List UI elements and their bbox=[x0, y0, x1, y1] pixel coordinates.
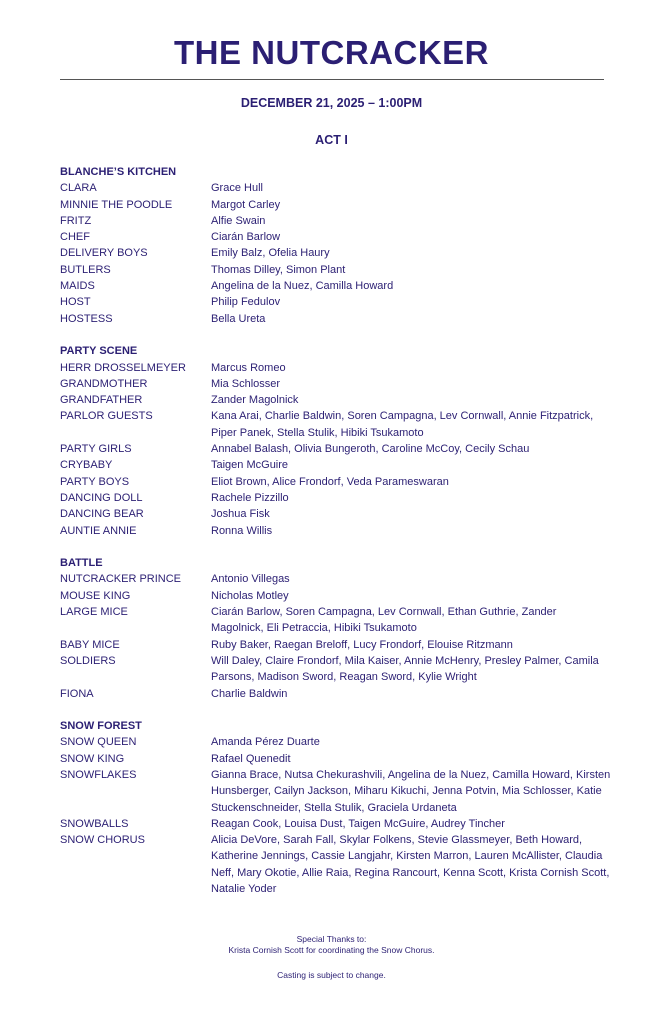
role-name: SNOW KING bbox=[60, 752, 125, 765]
role-name: CLARA bbox=[60, 182, 97, 195]
role-name: SNOW CHORUS bbox=[60, 834, 145, 847]
cast-names: Eliot Brown, Alice Frondorf, Veda Parameswaran bbox=[211, 475, 449, 488]
cast-row bbox=[60, 376, 620, 392]
cast-names: Ruby Baker, Raegan Breloff, Lucy Frondorf, Elouise Ritzmann bbox=[211, 638, 513, 651]
cast-names: Taigen McGuire bbox=[211, 459, 289, 472]
role-name: CHEF bbox=[60, 231, 90, 244]
role-name: HOST bbox=[60, 296, 91, 309]
cast-row bbox=[60, 767, 620, 816]
role-name: AUNTIE ANNIE bbox=[60, 524, 137, 537]
cast-row bbox=[60, 490, 620, 506]
cast-names: Grace Hull bbox=[211, 182, 263, 195]
section-heading: PARTY SCENE bbox=[60, 345, 138, 358]
role-name: PARLOR GUESTS bbox=[60, 410, 153, 423]
cast-names: Ciarán Barlow bbox=[211, 231, 281, 244]
role-name: DELIVERY BOYS bbox=[60, 247, 148, 260]
cast-names: Rafael Quenedit bbox=[211, 752, 291, 765]
cast-row bbox=[60, 294, 620, 310]
cast-names: Angelina de la Nuez, Camilla Howard bbox=[211, 280, 394, 293]
cast-row bbox=[60, 686, 620, 702]
cast-section bbox=[60, 555, 620, 702]
cast-row bbox=[60, 751, 620, 767]
cast-names: Kana Arai, Charlie Baldwin, Soren Campagna, Lev Cornwall, Annie Fitzpatrick, Piper Panek, Stella Stulik, Hibiki Tsukamoto bbox=[211, 410, 594, 439]
role-name: PARTY BOYS bbox=[60, 475, 130, 488]
cast-row bbox=[60, 604, 620, 637]
cast-row bbox=[60, 523, 620, 539]
cast-row bbox=[60, 278, 620, 294]
cast-row bbox=[60, 360, 620, 376]
cast-row bbox=[60, 506, 620, 522]
cast-names: Rachele Pizzillo bbox=[211, 491, 289, 504]
cast-row bbox=[60, 734, 620, 750]
cast-row bbox=[60, 213, 620, 229]
cast-row bbox=[60, 832, 620, 897]
cast-names: Thomas Dilley, Simon Plant bbox=[211, 263, 346, 276]
cast-names: Margot Carley bbox=[211, 198, 281, 211]
role-name: LARGE MICE bbox=[60, 606, 128, 619]
cast-names: Annabel Balash, Olivia Bungeroth, Caroline McCoy, Cecily Schau bbox=[211, 443, 530, 456]
cast-names: Alicia DeVore, Sarah Fall, Skylar Folkens, Stevie Glassmeyer, Beth Howard, Katherine Jennings, Cassie Langjahr, Kirsten Marron, Lauren McAllister, Claudia Neff, Mary Okotie, Allie Raia, Regina Rancourt, Kenna Scott, Krista Cornish Scott, Natalie Yoder bbox=[211, 834, 610, 896]
cast-names: Joshua Fisk bbox=[211, 508, 270, 521]
cast-names: Reagan Cook, Louisa Dust, Taigen McGuire, Audrey Tincher bbox=[211, 817, 505, 830]
casting-disclaimer: Casting is subject to change. bbox=[277, 970, 386, 980]
cast-row bbox=[60, 816, 620, 832]
role-name: SNOW QUEEN bbox=[60, 736, 137, 749]
cast-names: Antonio Villegas bbox=[211, 573, 290, 586]
role-name: MOUSE KING bbox=[60, 589, 131, 602]
special-thanks bbox=[0, 934, 663, 956]
role-name: MINNIE THE POODLE bbox=[60, 198, 173, 211]
cast-names: Mia Schlosser bbox=[211, 377, 281, 390]
cast-row bbox=[60, 408, 620, 441]
section-heading: BATTLE bbox=[60, 557, 103, 570]
cast-names: Ronna Willis bbox=[211, 524, 273, 537]
thanks-heading: Special Thanks to: bbox=[296, 934, 367, 944]
cast-names: Philip Fedulov bbox=[211, 296, 281, 309]
cast-names: Ciarán Barlow, Soren Campagna, Lev Cornwall, Ethan Guthrie, Zander Magolnick, Eli Petraccia, Hibiki Tsukamoto bbox=[211, 606, 557, 635]
cast-section bbox=[60, 718, 620, 897]
role-name: SNOWBALLS bbox=[60, 817, 129, 830]
role-name: NUTCRACKER PRINCE bbox=[60, 573, 182, 586]
cast-row bbox=[60, 197, 620, 213]
role-name: DANCING BEAR bbox=[60, 508, 144, 521]
cast-section bbox=[60, 343, 620, 539]
cast-names: Marcus Romeo bbox=[211, 361, 286, 374]
cast-row bbox=[60, 441, 620, 457]
section-heading: SNOW FOREST bbox=[60, 720, 142, 733]
role-name: HOSTESS bbox=[60, 312, 113, 325]
role-name: BUTLERS bbox=[60, 263, 111, 276]
role-name: PARTY GIRLS bbox=[60, 443, 132, 456]
cast-names: Will Daley, Claire Frondorf, Mila Kaiser, Annie McHenry, Presley Palmer, Camila Parsons, Madison Sword, Reagan Sword, Kylie Wright bbox=[211, 654, 599, 684]
cast-list bbox=[60, 164, 620, 914]
title-divider bbox=[60, 79, 604, 80]
cast-names: Alfie Swain bbox=[211, 214, 266, 227]
cast-row bbox=[60, 392, 620, 408]
section-heading: BLANCHE’S KITCHEN bbox=[60, 166, 177, 178]
thanks-text: Krista Cornish Scott for coordinating the Snow Chorus. bbox=[228, 945, 435, 955]
role-name: CRYBABY bbox=[60, 459, 113, 472]
cast-row bbox=[60, 474, 620, 490]
role-name: HERR DROSSELMEYER bbox=[60, 361, 186, 374]
cast-names: Gianna Brace, Nutsa Chekurashvili, Angelina de la Nuez, Camilla Howard, Kirsten Hunsberger, Cailyn Jackson, Miharu Kikuchi, Jenna Potvin, Mia Schlosser, Katie Stuckenschneider, Stella Stulik, Graciela Urdaneta bbox=[211, 768, 611, 814]
cast-row bbox=[60, 653, 620, 686]
role-name: GRANDFATHER bbox=[60, 394, 143, 407]
role-name: GRANDMOTHER bbox=[60, 377, 148, 390]
cast-names: Nicholas Motley bbox=[211, 589, 289, 602]
role-name: DANCING DOLL bbox=[60, 491, 143, 504]
cast-names: Amanda Pérez Duarte bbox=[211, 736, 320, 749]
role-name: MAIDS bbox=[60, 280, 95, 293]
cast-row bbox=[60, 229, 620, 245]
cast-row bbox=[60, 262, 620, 278]
role-name: SNOWFLAKES bbox=[60, 768, 137, 781]
cast-section bbox=[60, 164, 620, 327]
performance-date: DECEMBER 21, 2025 – 1:00PM bbox=[240, 96, 423, 110]
cast-row bbox=[60, 588, 620, 604]
cast-row bbox=[60, 637, 620, 653]
role-name: BABY MICE bbox=[60, 638, 120, 651]
role-name: FRITZ bbox=[60, 214, 92, 227]
cast-names: Charlie Baldwin bbox=[211, 687, 288, 700]
page-title: THE NUTCRACKER bbox=[174, 34, 489, 71]
cast-names: Bella Ureta bbox=[211, 312, 266, 325]
cast-names: Emily Balz, Ofelia Haury bbox=[211, 247, 330, 260]
role-name: SOLDIERS bbox=[60, 654, 116, 667]
role-name: FIONA bbox=[60, 687, 94, 700]
cast-row bbox=[60, 457, 620, 473]
act-heading: ACT I bbox=[315, 133, 348, 147]
cast-row bbox=[60, 571, 620, 587]
cast-row bbox=[60, 245, 620, 261]
cast-row bbox=[60, 180, 620, 196]
cast-names: Zander Magolnick bbox=[211, 394, 299, 407]
cast-row bbox=[60, 311, 620, 327]
